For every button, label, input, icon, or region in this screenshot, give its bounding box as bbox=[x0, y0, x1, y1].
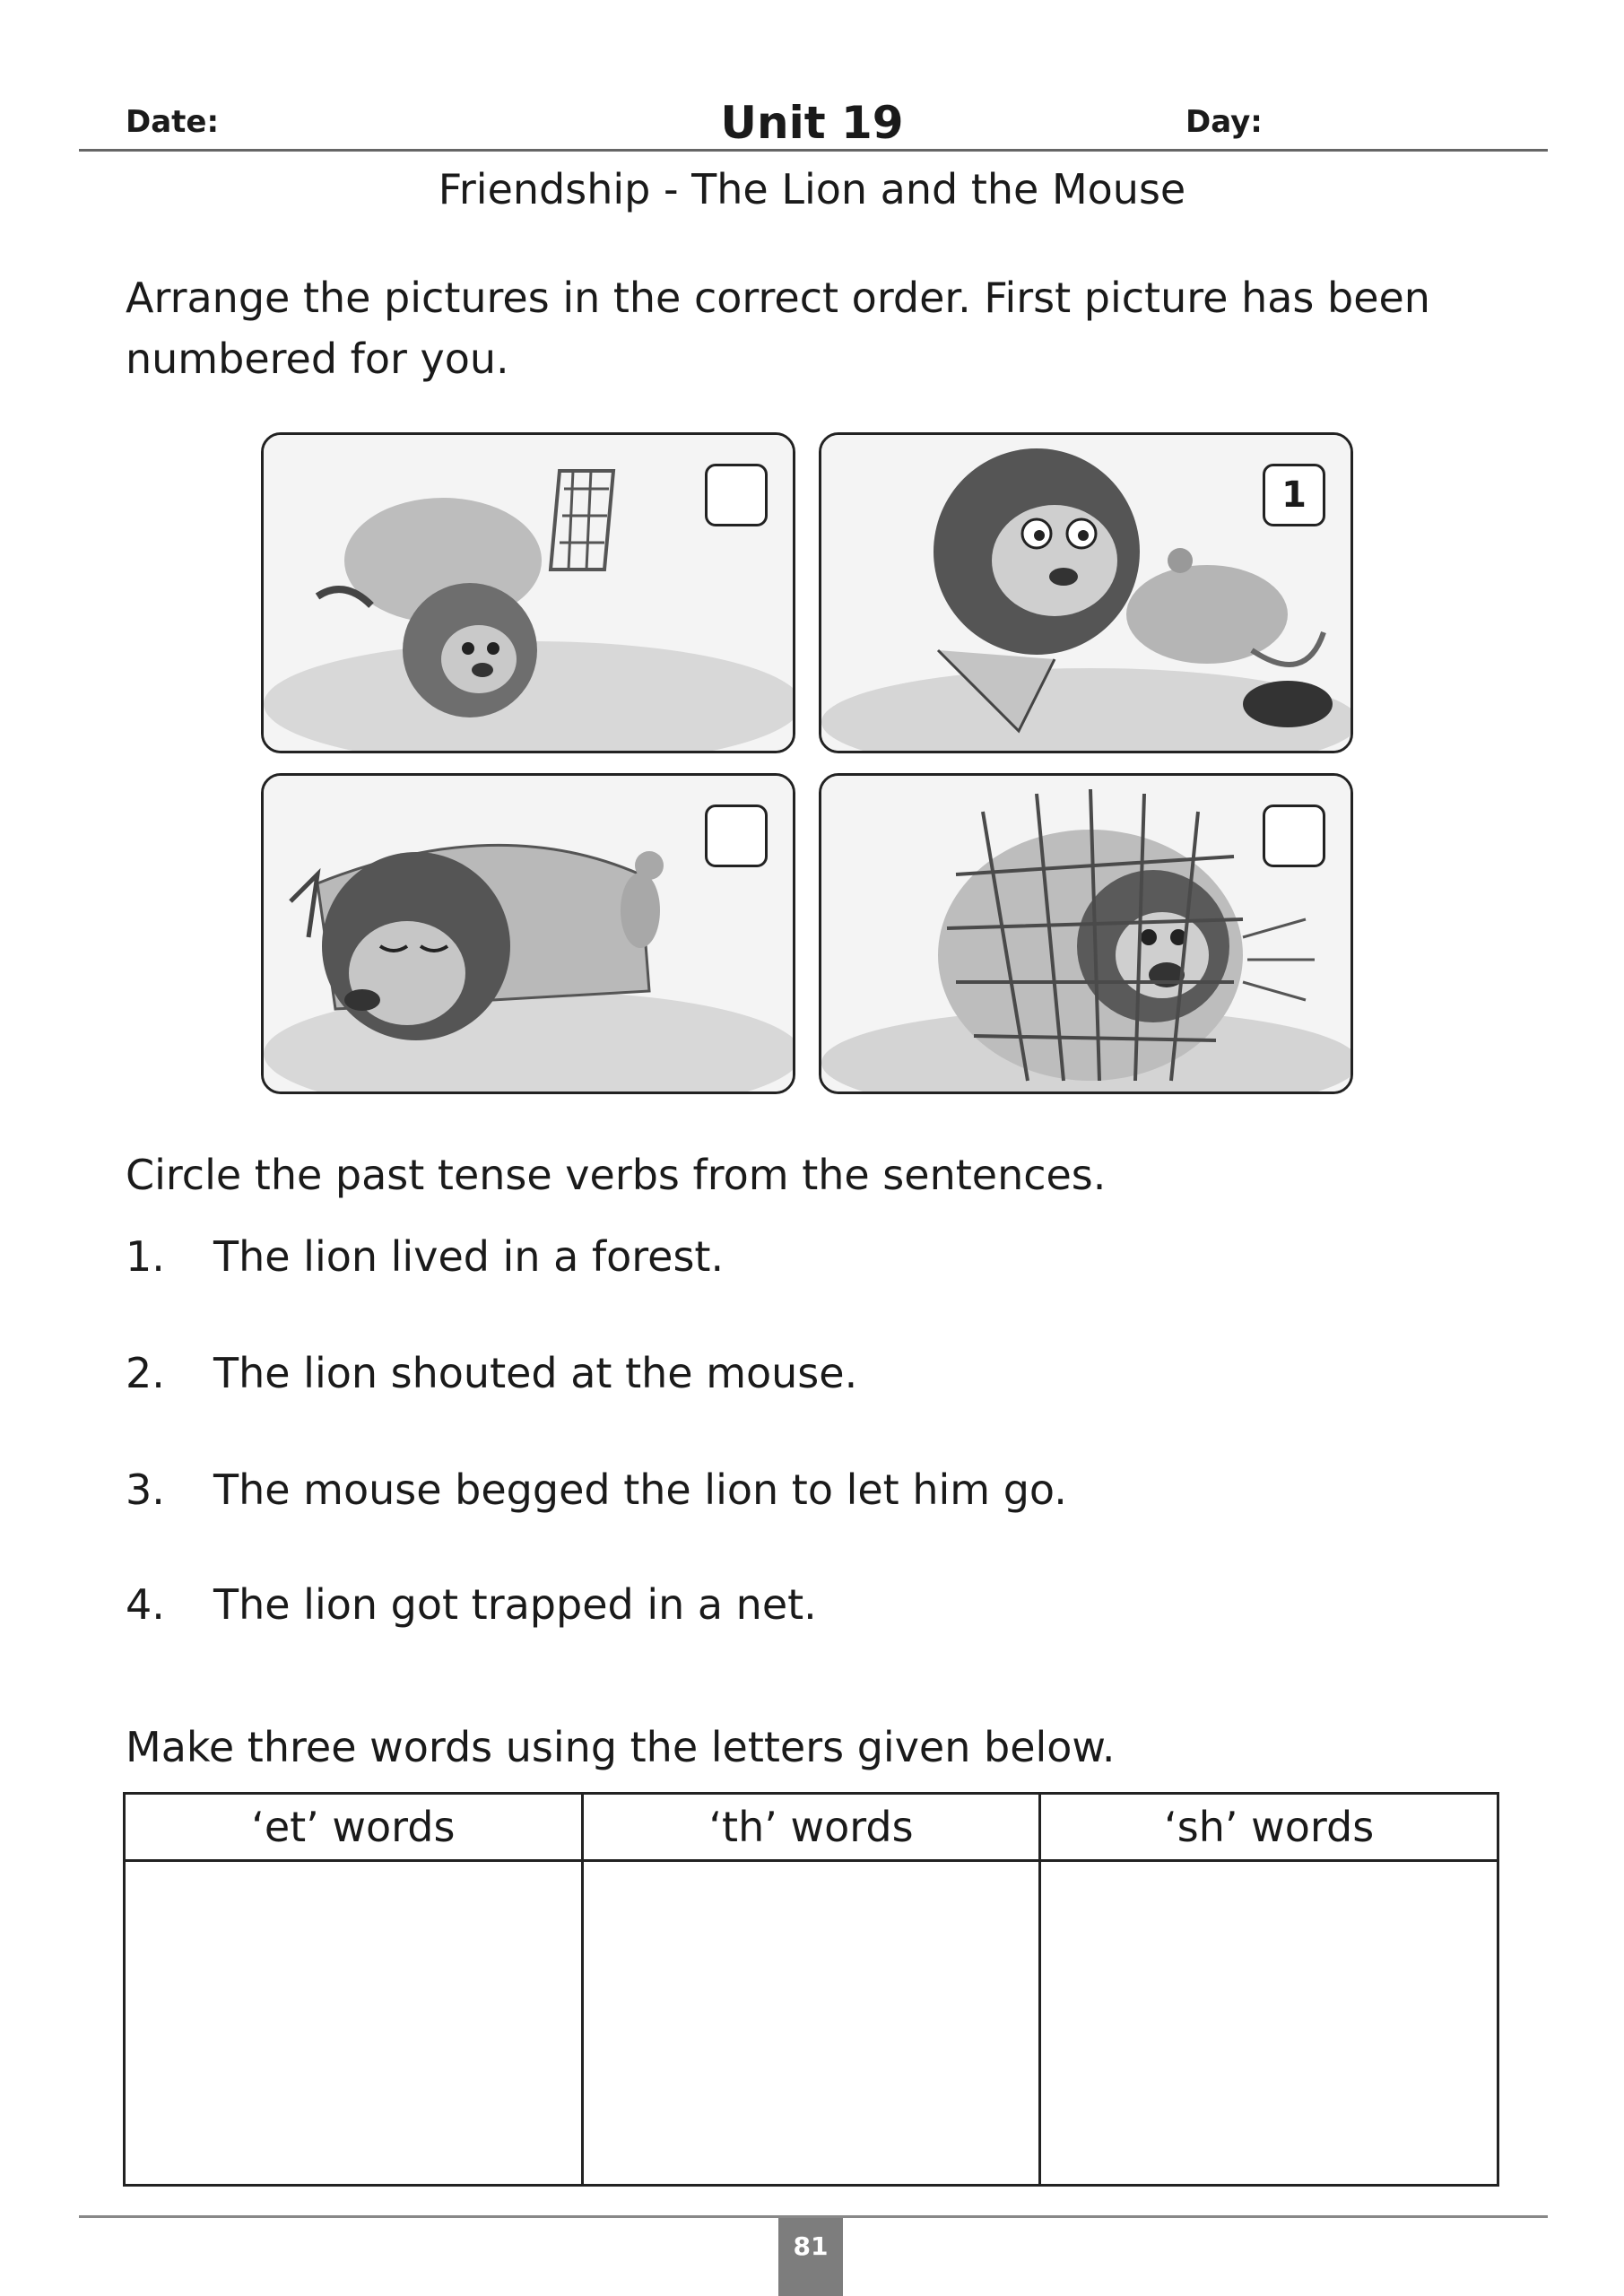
order-number-box[interactable]: 1 bbox=[1263, 464, 1325, 526]
header-divider bbox=[79, 149, 1548, 152]
words-instruction: Make three words using the letters given below. bbox=[126, 1723, 1116, 1771]
picture-panel-lion-net-escape bbox=[261, 432, 795, 753]
order-number-box[interactable] bbox=[705, 804, 768, 867]
picture-panel-lion-sleeping bbox=[261, 773, 795, 1094]
picture-panel-lion-trapped bbox=[819, 773, 1353, 1094]
column-header-th-words: ‘th’ words bbox=[582, 1794, 1040, 1861]
answer-cell-et[interactable] bbox=[125, 1861, 583, 2186]
day-label: Day: bbox=[1185, 104, 1263, 140]
arrange-instruction: Arrange the pictures in the correct order. First picture has been numbered for you. bbox=[126, 274, 1430, 383]
worksheet-subtitle: Friendship - The Lion and the Mouse bbox=[438, 165, 1186, 213]
words-table bbox=[123, 1792, 1499, 2187]
order-number-box[interactable] bbox=[705, 464, 768, 526]
sentence-number: 4. bbox=[126, 1580, 165, 1629]
unit-title: Unit 19 bbox=[720, 97, 904, 149]
answer-cell-th[interactable] bbox=[582, 1861, 1040, 2186]
column-header-sh-words: ‘sh’ words bbox=[1040, 1794, 1498, 1861]
circle-instruction: Circle the past tense verbs from the sentences. bbox=[126, 1151, 1107, 1199]
sentence-text[interactable]: The mouse begged the lion to let him go. bbox=[213, 1465, 1067, 1514]
picture-panel-lion-catches-mouse bbox=[819, 432, 1353, 753]
page-number: 81 bbox=[778, 2218, 843, 2296]
sentence-text[interactable]: The lion shouted at the mouse. bbox=[213, 1349, 858, 1397]
sentence-text[interactable]: The lion lived in a forest. bbox=[213, 1232, 725, 1281]
sentence-number: 2. bbox=[126, 1349, 165, 1397]
sentence-text[interactable]: The lion got trapped in a net. bbox=[213, 1580, 817, 1629]
date-label: Date: bbox=[126, 104, 220, 140]
order-number-box[interactable] bbox=[1263, 804, 1325, 867]
answer-cell-sh[interactable] bbox=[1040, 1861, 1498, 2186]
sentence-number: 3. bbox=[126, 1465, 165, 1514]
column-header-et-words: ‘et’ words bbox=[125, 1794, 583, 1861]
sentence-number: 1. bbox=[126, 1232, 165, 1281]
